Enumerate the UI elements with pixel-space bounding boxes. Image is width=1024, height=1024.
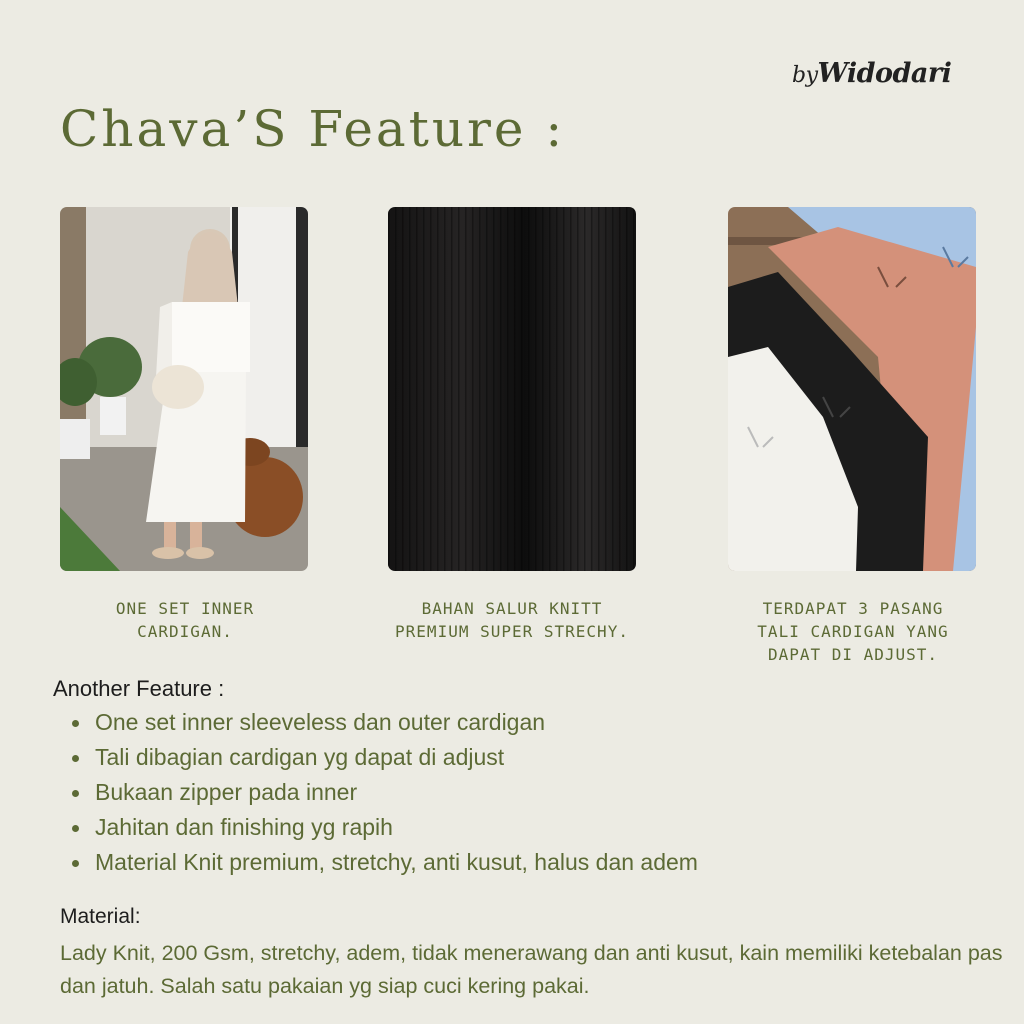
list-item: Bukaan zipper pada inner [62,775,698,810]
brand-by: by [792,63,818,88]
feature-image-model [60,207,308,571]
brand-logo [792,58,951,89]
material-description: Lady Knit, 200 Gsm, stretchy, adem, tidak menerawang dan anti kusut, kain memiliki ketebalan pas dan jatuh. Salah satu pakaian yg siap cuci kering pakai. [60,941,1003,998]
list-item: Material Knit premium, stretchy, anti kusut, halus dan adem [62,845,698,880]
feature-image-cardigans [728,207,976,571]
feature-caption-1: ONE SET INNER CARDIGAN. [115,599,255,641]
another-feature-list [62,705,698,880]
brand-name: Widodari [817,58,952,89]
another-feature-heading: Another Feature : [53,676,225,701]
feature-caption-3: TERDAPAT 3 PASANG TALI CARDIGAN YANG DAPAT DI ADJUST. [757,599,949,664]
page-title: Chava’S Feature : [60,100,566,158]
feature-caption-2: BAHAN SALUR KNITT PREMIUM SUPER STRECHY. [395,599,629,641]
material-heading: Material: [60,905,141,928]
list-item: Tali dibagian cardigan yg dapat di adjust [62,740,698,775]
feature-image-fabric [388,207,636,571]
list-item: One set inner sleeveless dan outer cardigan [62,705,698,740]
list-item: Jahitan dan finishing yg rapih [62,810,698,845]
